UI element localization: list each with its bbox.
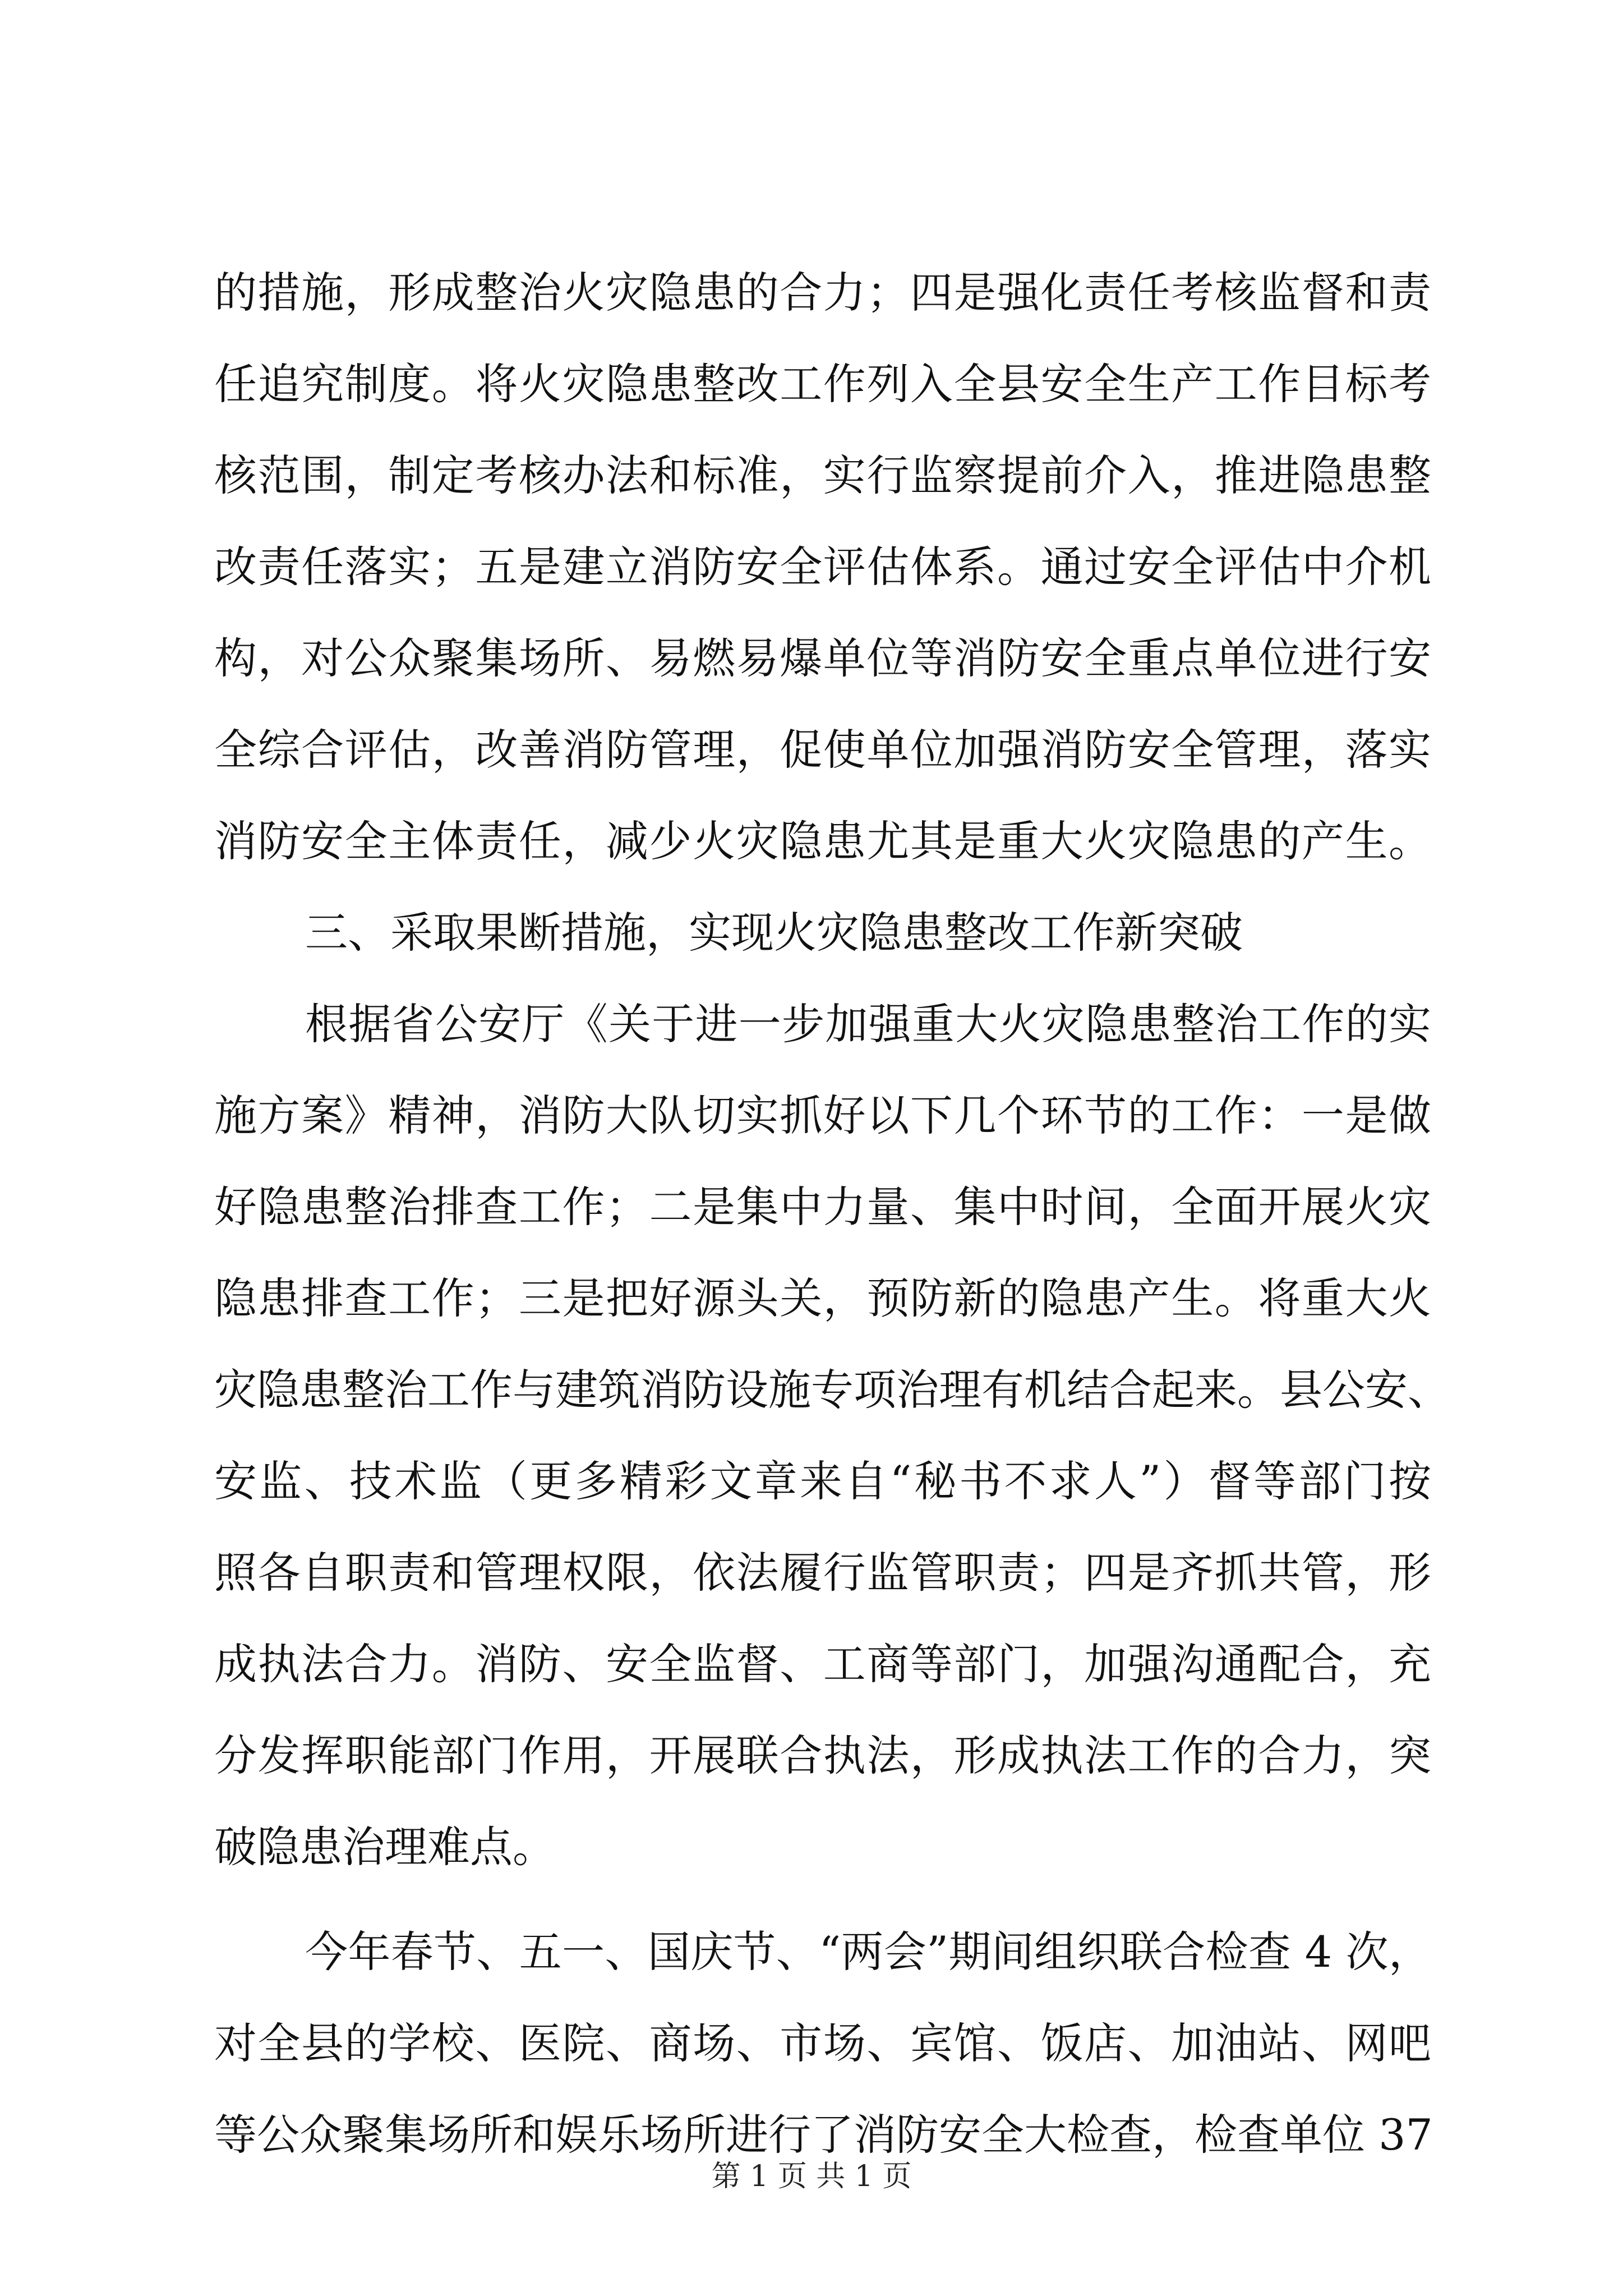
text-line: 的措施，形成整治火灾隐患的合力；四是强化责任考核监督和责 <box>214 268 1431 318</box>
text-line: 安监、技术监（更多精彩文章来自“秘书不求人”）督等部门按 <box>214 1456 1431 1506</box>
text-line: 对全县的学校、医院、商场、市场、宾馆、饭店、加油站、网吧 <box>214 2018 1431 2068</box>
text-line: 构，对公众聚集场所、易燃易爆单位等消防安全重点单位进行安 <box>214 633 1431 683</box>
text-line: 消防安全主体责任，减少火灾隐患尤其是重大火灾隐患的产生。 <box>214 816 1431 866</box>
section-heading: 三、采取果断措施，实现火灾隐患整改工作新突破 <box>305 908 1243 958</box>
text-line: 破隐患治理难点。 <box>214 1822 555 1872</box>
text-line: 好隐患整治排查工作；二是集中力量、集中时间，全面开展火灾 <box>214 1182 1431 1232</box>
text-line: 今年春节、五一、国庆节、“两会”期间组织联合检查 4 次， <box>305 1927 1431 1977</box>
text-line: 施方案》精神，消防大队切实抓好以下几个环节的工作：一是做 <box>214 1091 1431 1140</box>
text-line: 任追究制度。将火灾隐患整改工作列入全县安全生产工作目标考 <box>214 359 1431 409</box>
page-footer: 第 1 页 共 1 页 <box>711 2160 912 2193</box>
text-line: 等公众聚集场所和娱乐场所进行了消防安全大检查，检查单位 37 <box>214 2110 1433 2160</box>
text-line: 成执法合力。消防、安全监督、工商等部门，加强沟通配合，充 <box>214 1639 1431 1689</box>
text-line: 分发挥职能部门作用，开展联合执法，形成执法工作的合力，突 <box>214 1731 1431 1780</box>
text-line: 改责任落实；五是建立消防安全评估体系。通过安全评估中介机 <box>214 542 1431 592</box>
text-line: 全综合评估，改善消防管理，促使单位加强消防安全管理，落实 <box>214 725 1431 775</box>
text-line: 核范围，制定考核办法和标准，实行监察提前介入，推进隐患整 <box>214 450 1431 500</box>
text-line: 根据省公安厅《关于进一步加强重大火灾隐患整治工作的实 <box>305 999 1431 1049</box>
document-body <box>214 247 1450 2180</box>
paragraph-gap <box>214 1893 1431 1906</box>
text-line: 灾隐患整治工作与建筑消防设施专项治理有机结合起来。县公安、 <box>214 1365 1450 1415</box>
text-line: 隐患排查工作；三是把好源头关，预防新的隐患产生。将重大火 <box>214 1273 1431 1323</box>
text-line: 照各自职责和管理权限，依法履行监管职责；四是齐抓共管，形 <box>214 1548 1431 1598</box>
